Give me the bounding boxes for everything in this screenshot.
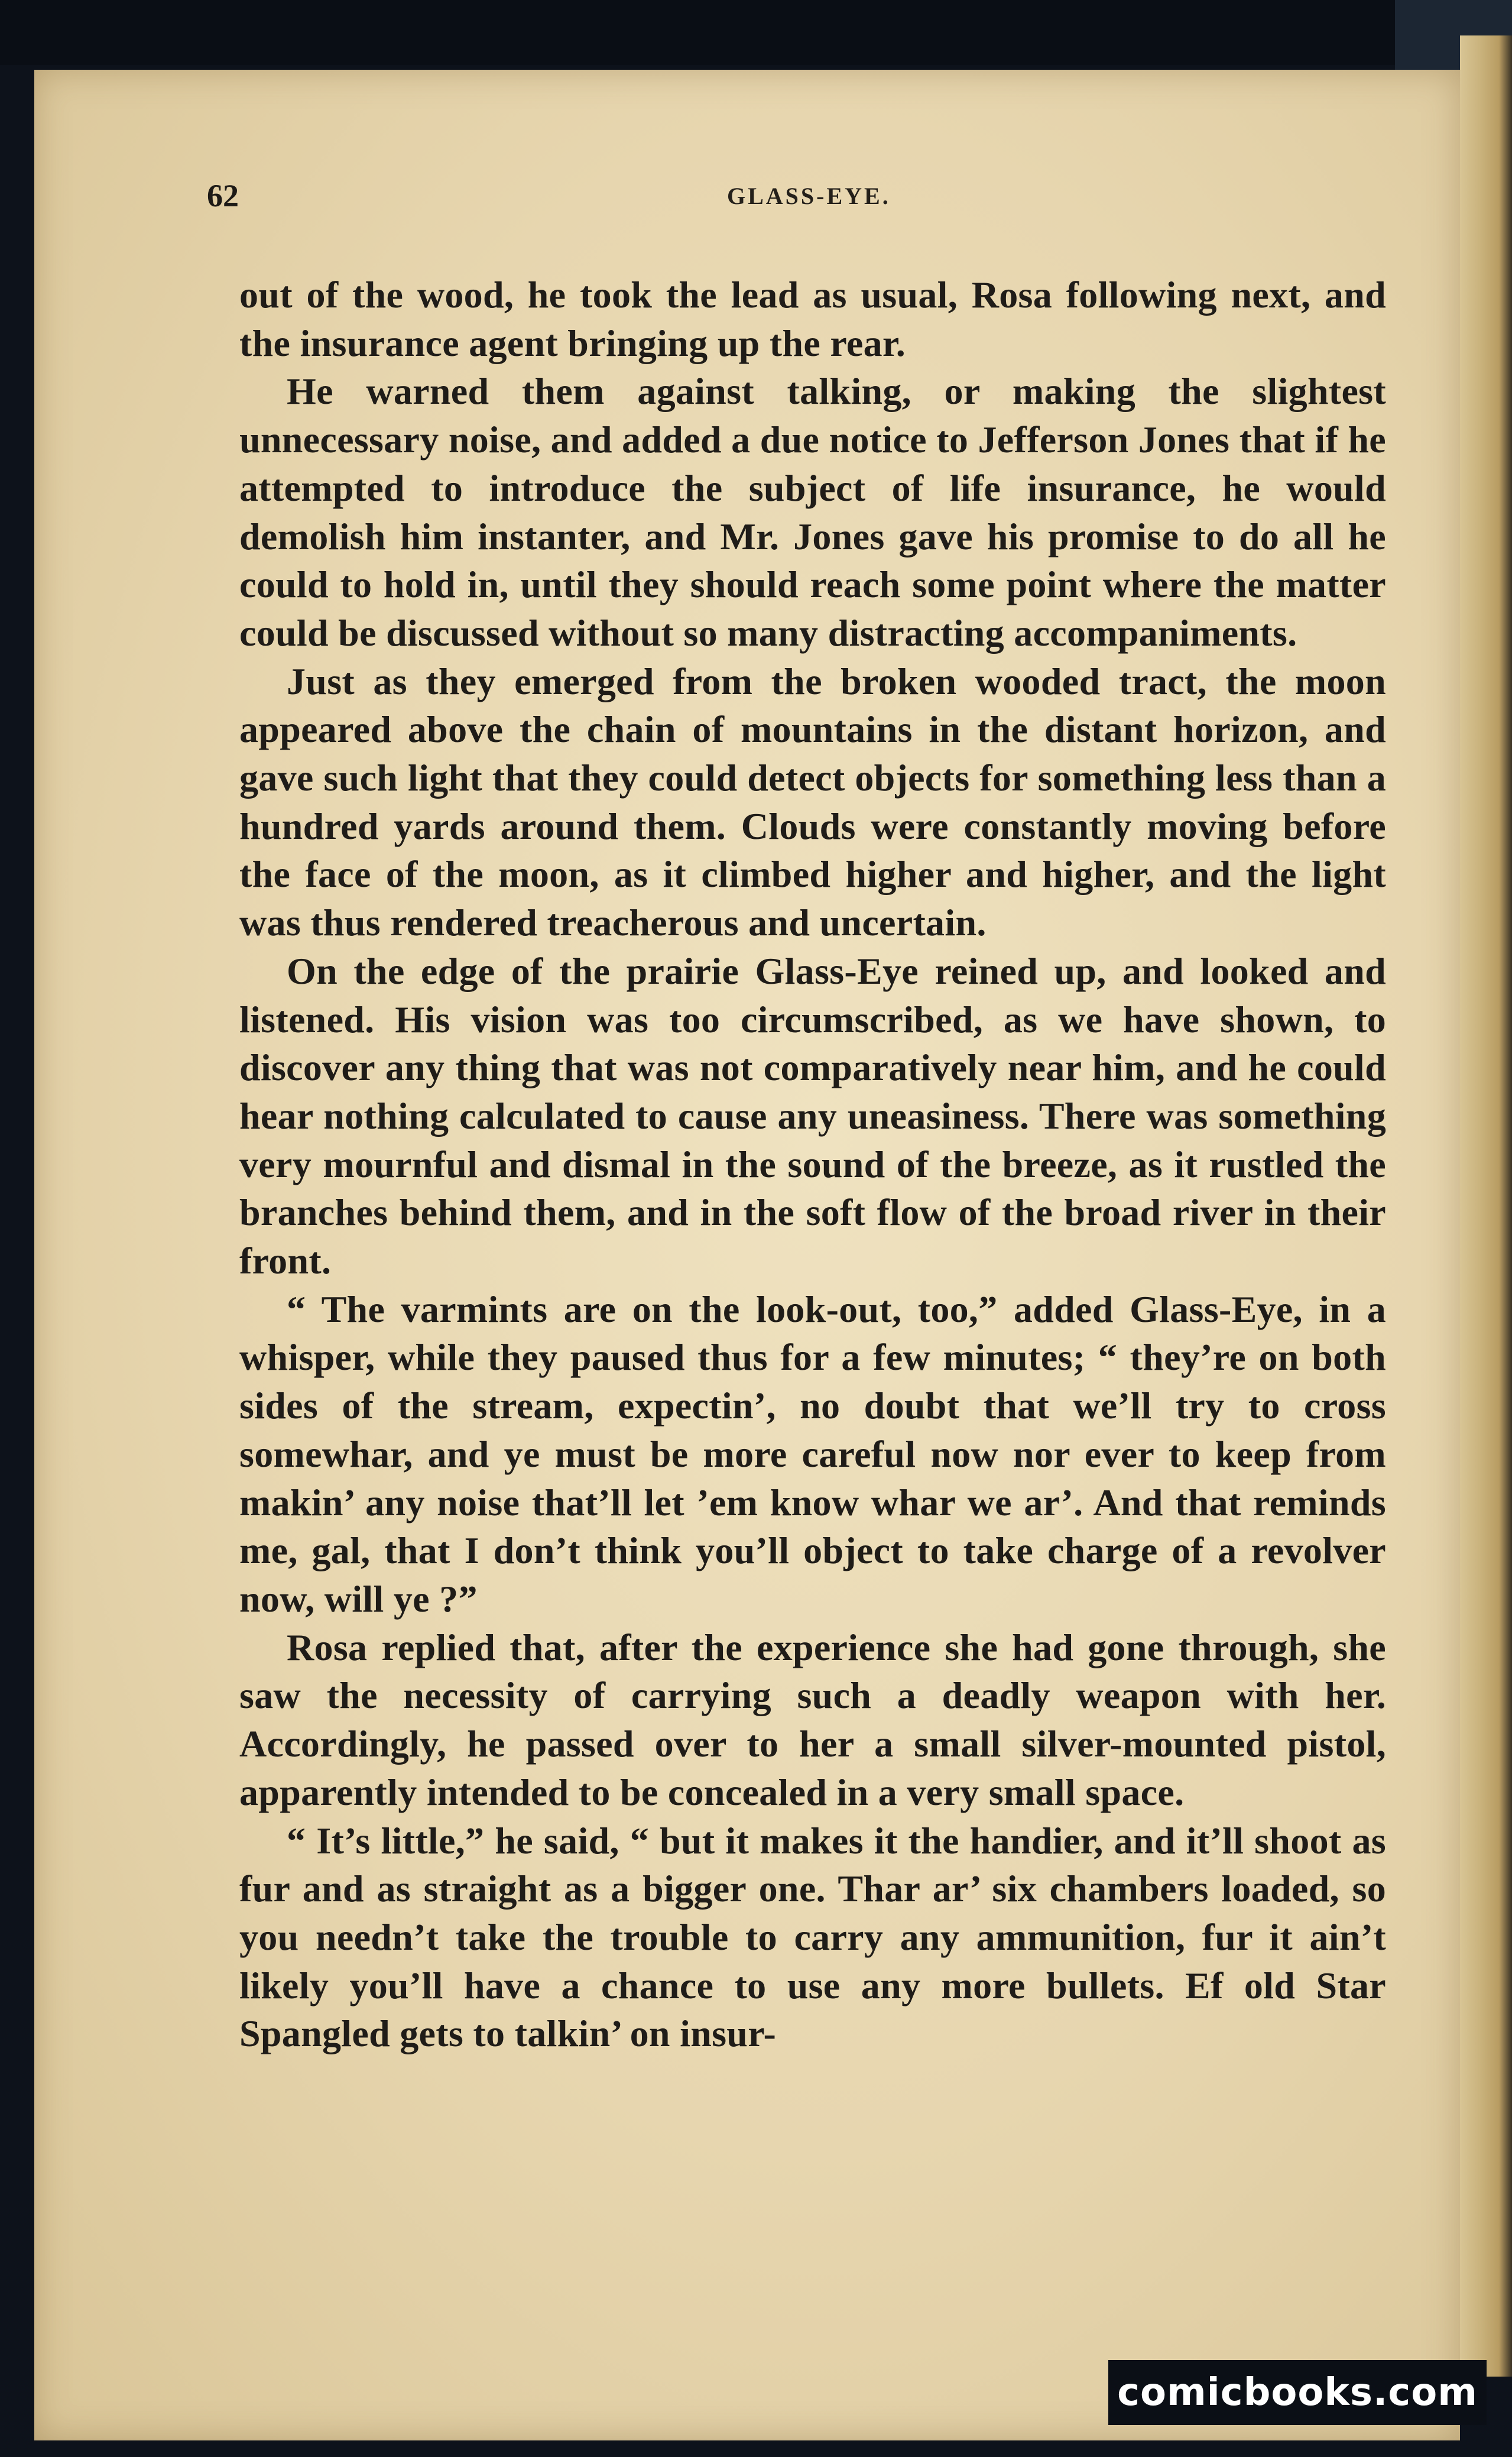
watermark-text: comicbooks.com: [1117, 2371, 1478, 2414]
scan-background-top: [0, 0, 1512, 65]
paragraph: out of the wood, he took the lead as usual, Rosa following next, and the insurance agent bringing up the rear.: [239, 274, 1386, 364]
paragraph: He warned them against talking, or making the slightest unnecessary noise, and added a due notice to Jefferson Jones that if he attempted to introduce the subject of life insurance, he would demolish him instanter, and Mr. Jones gave his promise to do all he could to hold in, until they should reach some point where the matter could be discussed without so many distracting accompaniments.: [239, 370, 1386, 654]
paragraph: On the edge of the prairie Glass-Eye reined up, and looked and listened. His vision was too circumscribed, as we have shown, to discover any thing that was not comparatively near him, and he could hear nothing calculated to cause any uneasiness. There was something very mournful and dismal in the sound of the breeze, as it rustled the branches behind them, and in the soft flow of the broad river in their front.: [239, 949, 1386, 1282]
site-watermark: [1108, 2360, 1487, 2425]
book-spine-edge: [1460, 35, 1512, 2377]
paragraph: Just as they emerged from the broken wooded tract, the moon appeared above the chain of mountains in the distant horizon, and gave such light that they could detect objects for something less than a hundred yards around them. Clouds were constantly moving before the face of the moon, as it climbed higher and higher, and the light was thus rendered treacherous and uncertain.: [239, 660, 1386, 944]
paragraph: “ It’s little,” he said, “ but it makes it the handier, and it’ll shoot as fur and as straight as a bigger one. Thar ar’ six chambers loaded, so you needn’t take the trouble to carry any ammunition, fur it ain’t likely you’ll have a chance to use any more bullets. Ef old Star Spangled gets to talkin’ on insur-: [239, 1819, 1386, 2055]
body-text: [239, 271, 1386, 2058]
paragraph: Rosa replied that, after the experience she had gone through, she saw the necessity of carrying such a deadly weapon with her. Accordingly, he passed over to her a small silver-mounted pistol, apparently intended to be concealed in a very small space.: [239, 1626, 1386, 1813]
paragraph: “ The varmints are on the look-out, too,” added Glass-Eye, in a whisper, while they paused thus for a few minutes; “ they’re on both sides of the stream, expectin’, no doubt that we’ll try to cross somewhar, and ye must be more careful now nor ever to keep from makin’ any noise that’ll let ’em know whar we ar’. And that reminds me, gal, that I don’t think you’ll object to take charge of a revolver now, will ye ?”: [239, 1288, 1386, 1620]
page-number: 62: [207, 178, 239, 213]
running-title: GLASS-EYE.: [727, 183, 891, 209]
running-header: [207, 118, 1342, 213]
